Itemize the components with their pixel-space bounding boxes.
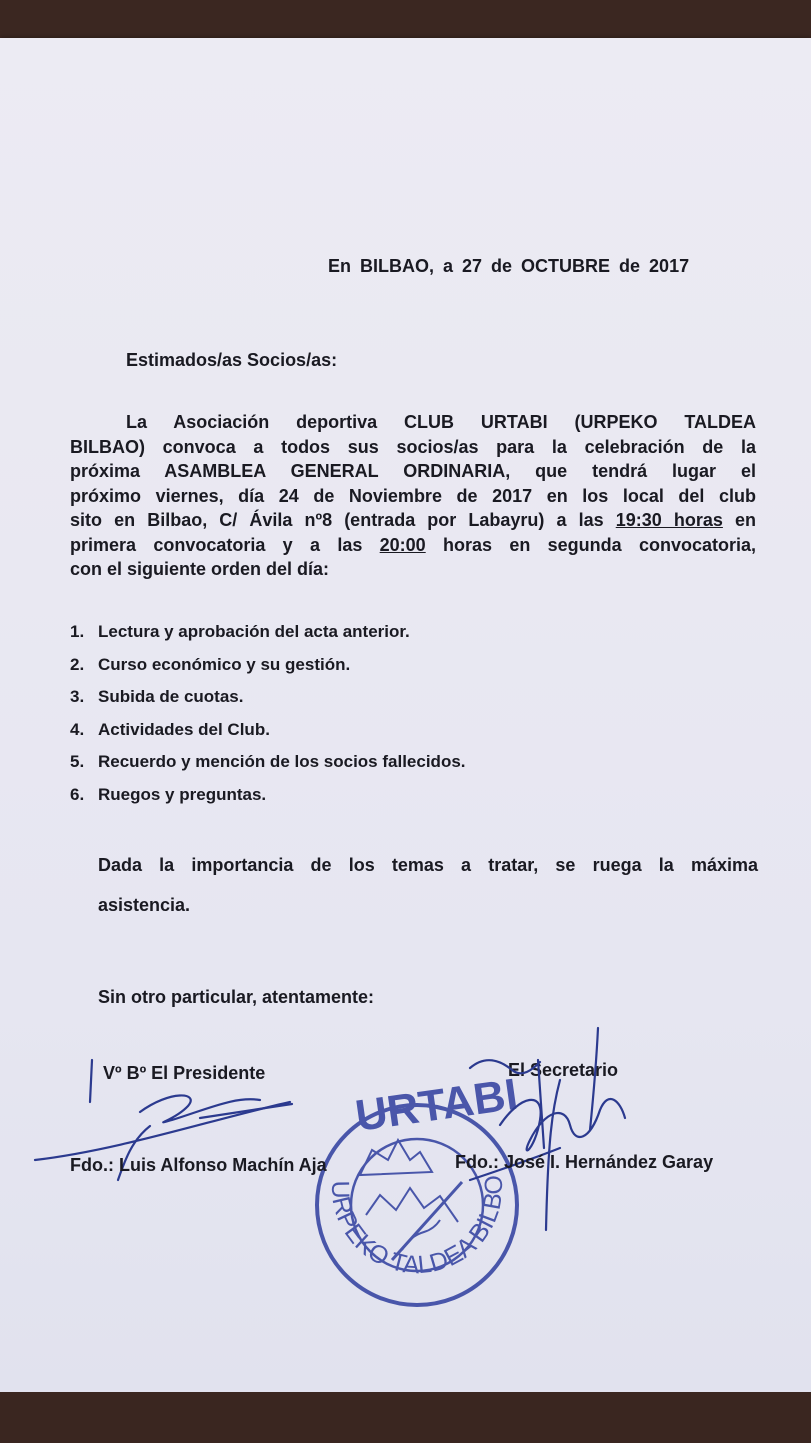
agenda-text: Recuerdo y mención de los socios fallecidos. xyxy=(98,752,466,772)
agenda-text: Lectura y aprobación del acta anterior. xyxy=(98,622,410,641)
stamp-top-text: URTABI xyxy=(352,1069,521,1141)
club-stamp xyxy=(317,1070,521,1305)
body-line-4: próximo viernes, día 24 de Noviembre de 2017 en los local del club xyxy=(70,485,756,506)
body-line-6a: primera convocatoria y a las xyxy=(70,534,380,555)
secretary-title: El Secretario xyxy=(508,1060,619,1080)
agenda-number: 1. xyxy=(70,622,85,641)
agenda-number: 4. xyxy=(70,719,85,739)
sign-off: Sin otro particular, atentamente: xyxy=(98,987,375,1007)
agenda-number: 5. xyxy=(70,752,85,772)
body-line-3: próxima ASAMBLEA GENERAL ORDINARIA, que tendrá lugar el xyxy=(70,461,756,481)
closing-line-2: asistencia. xyxy=(98,895,191,915)
body-line-5c: en xyxy=(722,510,756,530)
agenda-text: Subida de cuotas. xyxy=(98,687,244,707)
agenda-text: Ruegos y preguntas. xyxy=(98,784,267,804)
body-line-1: La Asociación deportiva CLUB URTABI (URPEKO TALDEA xyxy=(126,412,756,432)
agenda-text: Actividades del Club. xyxy=(98,719,270,739)
president-title: Vº Bº El Presidente xyxy=(103,1063,266,1083)
greeting: Estimados/as Socios/as: xyxy=(126,350,338,370)
body-line-7: con el siguiente orden del día: xyxy=(70,559,330,579)
agenda-number: 3. xyxy=(70,687,85,707)
stamp-ring-text: URPEKO TALDEA BILBO xyxy=(325,1174,509,1280)
agenda-number: 2. xyxy=(70,654,85,674)
body-line-5a: sito en Bilbao, C/ Ávila nº8 (entrada por Labayru) a las xyxy=(70,510,616,530)
body-line-6c: horas en segunda convocatoria, xyxy=(425,534,756,555)
first-call-time: 19:30 horas xyxy=(615,510,723,530)
president-name: Fdo.: Luis Alfonso Machín Aja xyxy=(70,1155,327,1175)
agenda-number: 6. xyxy=(70,784,85,804)
secretary-name: Fdo.: José I. Hernández Garay xyxy=(455,1152,714,1172)
body-line-2: BILBAO) convoca a todos sus socios/as para la celebración de la xyxy=(70,436,756,457)
closing-line-1: Dada la importancia de los temas a tratar, se ruega la máxima xyxy=(98,855,758,875)
agenda-text: Curso económico y su gestión. xyxy=(98,654,351,674)
second-call-time: 20:00 xyxy=(379,534,426,555)
date-line: En BILBAO, a 27 de OCTUBRE de 2017 xyxy=(328,256,690,276)
